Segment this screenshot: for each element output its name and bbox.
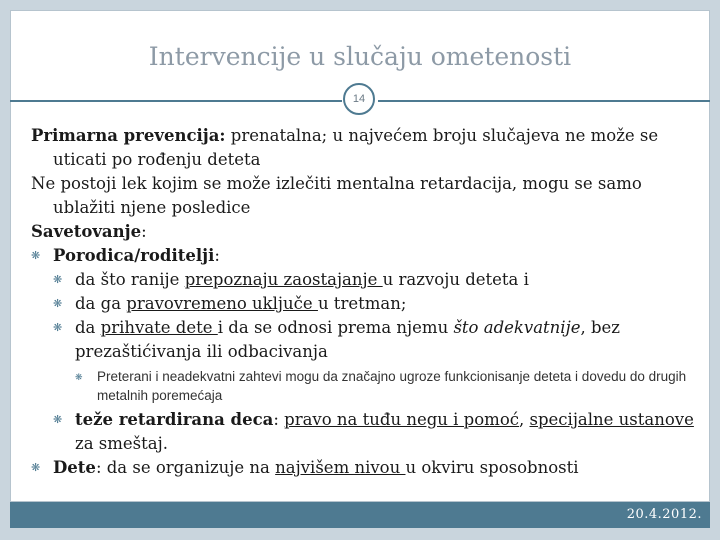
accept-text-a: da	[75, 318, 101, 337]
ornament-bullet-icon: ❋	[53, 273, 63, 286]
list-item-family	[31, 244, 701, 268]
paragraph-primary-prevention	[31, 124, 701, 172]
footer-bar	[10, 502, 710, 528]
family-colon: :	[214, 246, 220, 265]
severe-text-b: ,	[519, 410, 530, 429]
counseling-label: Savetovanje	[31, 222, 142, 241]
include-text-underlined: pravovremeno uključe	[126, 294, 318, 313]
accept-text-underlined: prihvate dete	[100, 318, 218, 337]
ornament-bullet-icon: ❋	[31, 249, 41, 262]
child-text-a: : da se organizuje na	[95, 458, 276, 477]
list-item-child	[31, 456, 701, 480]
list-item-severe	[31, 408, 701, 456]
list-item-excessive-demands	[31, 364, 701, 408]
primary-prevention-label: Primarna prevencija:	[31, 126, 226, 145]
include-text-a: da ga	[75, 294, 127, 313]
slide-body	[31, 124, 701, 480]
accept-text-c: , bez prezaštićivanja ili odbacivanja	[75, 318, 620, 361]
ornament-bullet-icon: ❋	[53, 321, 63, 334]
recognize-text-b: u razvoju deteta i	[382, 270, 529, 289]
recognize-text-a: da što ranije	[75, 270, 185, 289]
include-text-b: u tretman;	[317, 294, 407, 313]
severe-text-a: :	[273, 410, 285, 429]
severe-text-underlined-1: pravo na tuđu negu i pomoć	[284, 410, 519, 429]
ornament-bullet-icon: ❋	[75, 372, 83, 382]
child-text-underlined: najvišem nivou	[275, 458, 406, 477]
ornament-bullet-icon: ❋	[53, 297, 63, 310]
title-divider-left	[10, 100, 342, 102]
severe-label: teže retardirana deca	[75, 410, 274, 429]
severe-text-underlined-2: specijalne ustanove	[529, 410, 694, 429]
slide-date: 20.4.2012.	[626, 507, 702, 522]
title-divider-right	[378, 100, 710, 102]
primary-prevention-text: prenatalna; u najvećem broju slučajeva ne može se uticati po rođenju deteta	[53, 126, 659, 169]
recognize-text-underlined: prepoznaju zaostajanje	[184, 270, 383, 289]
accept-text-b: i da se odnosi prema njemu	[217, 318, 454, 337]
list-item-accept	[31, 316, 701, 364]
family-label: Porodica/roditelji	[53, 246, 215, 265]
paragraph-counseling	[31, 220, 701, 244]
list-item-include	[31, 292, 701, 316]
counseling-colon: :	[141, 222, 147, 241]
list-item-recognize	[31, 268, 701, 292]
severe-text-c: za smeštaj.	[75, 434, 168, 453]
no-cure-text: Ne postoji lek kojim se može izlečiti mentalna retardacija, mogu se samo ublažiti njene posledice	[31, 174, 642, 217]
child-label: Dete	[53, 458, 96, 477]
page-number-badge: 14	[343, 83, 375, 115]
child-text-b: u okviru sposobnosti	[405, 458, 579, 477]
accept-text-italic: što adekvatnije	[453, 318, 581, 337]
excessive-demands-text: Preterani i neadekvatni zahtevi mogu da značajno ugroze funkcionisanje deteta i dovedu do drugih metalnih poremećaja	[97, 369, 687, 403]
ornament-bullet-icon: ❋	[31, 461, 41, 474]
slide-title: Intervencije u slučaju ometenosti	[148, 42, 572, 71]
ornament-bullet-icon: ❋	[53, 413, 63, 426]
paragraph-no-cure	[31, 172, 701, 220]
